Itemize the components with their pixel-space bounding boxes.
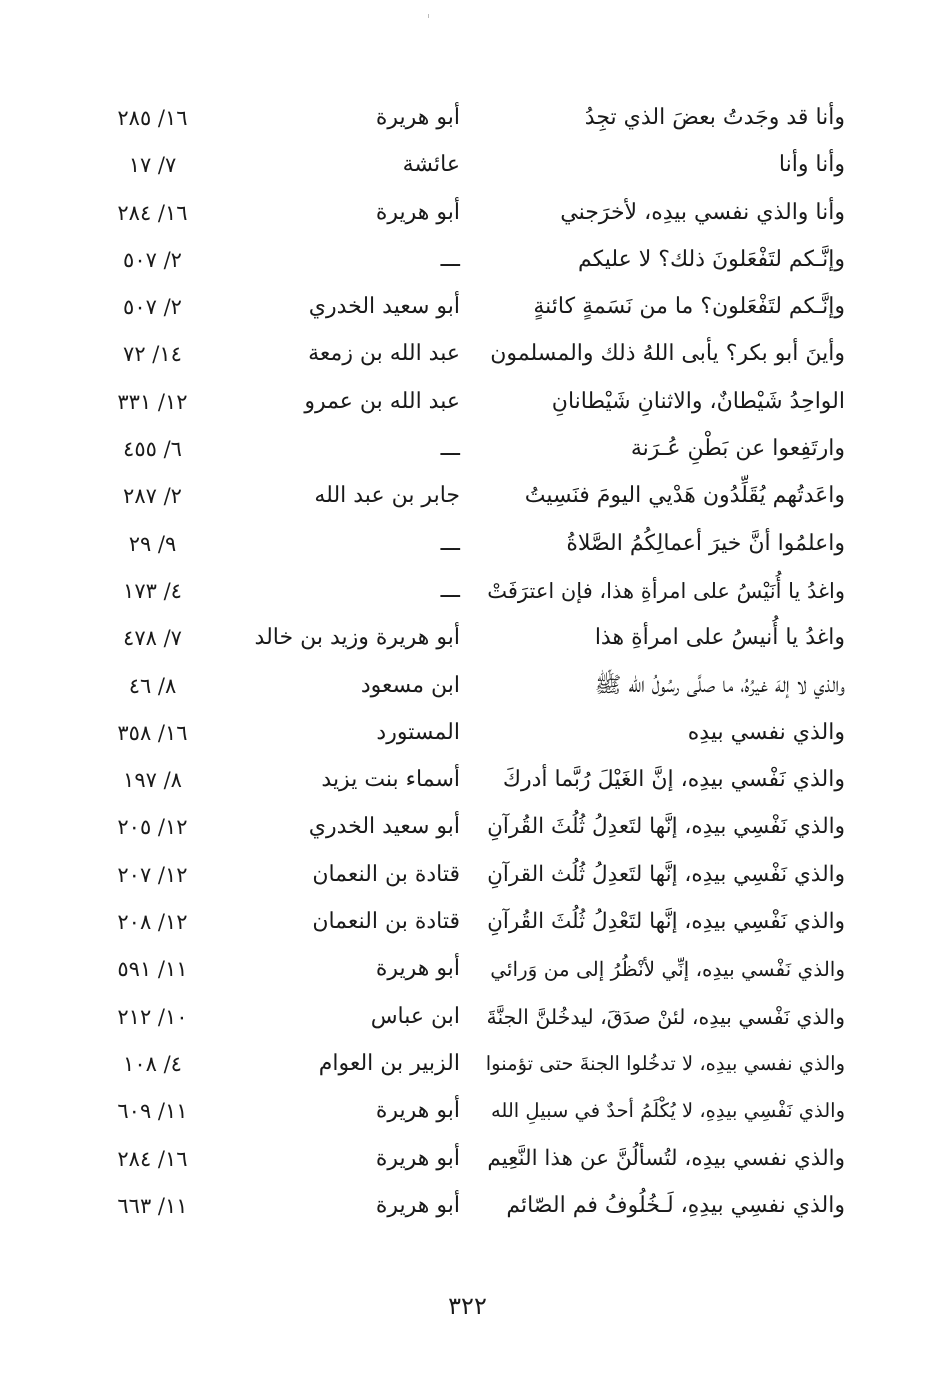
scan-mark — [428, 14, 429, 18]
hadith-text: وأنا قد وجَدتُ بعضَ الذي تجِدُ — [584, 105, 845, 130]
volume-page-reference: ٤/ ١٧٣ — [123, 578, 182, 603]
narrator-name: أبو هريرة وزيد بن خالد — [254, 625, 460, 651]
volume-page-reference: ٧/ ٤٧٨ — [123, 626, 182, 651]
hadith-text: والذي نفسِي بيدِهِ، لَـخُلُوفُ فم الصّائم — [506, 1192, 845, 1218]
narrator-name: عبد الله بن زمعة — [308, 341, 460, 367]
volume-page-reference: ١٠/ ٢١٢ — [117, 1004, 188, 1029]
narrator-name: ابن مسعود — [360, 672, 460, 698]
volume-page-reference: ٩/ ٢٩ — [128, 531, 177, 556]
volume-page-reference: ١٦/ ٣٥٨ — [117, 720, 188, 745]
volume-page-reference: ١٢/ ٢٠٥ — [117, 815, 188, 840]
narrator-name: أبو سعيد الخدري — [308, 294, 460, 320]
volume-page-reference: ١٦/ ٢٨٥ — [117, 106, 188, 130]
narrator-name: الزبير بن العوام — [318, 1050, 460, 1076]
index-row — [100, 1135, 845, 1182]
hadith-text: والذي نَفْسِي بيدِه، إنَّها لتَعْدِلُ ثُلُثَ القُرآنِ — [487, 909, 845, 935]
index-row — [100, 945, 845, 992]
narrator-name: أبو هريرة — [375, 199, 460, 225]
narrator-name: أبو هريرة — [375, 105, 460, 130]
hadith-text: واعلمُوا أنَّ خيرَ أعمالِكُمُ الصَّلاةُ — [566, 530, 845, 556]
volume-page-reference: ١٢/ ٢٠٧ — [117, 862, 188, 887]
volume-page-reference: ١٢/ ٢٠٨ — [117, 910, 188, 935]
index-row — [100, 378, 845, 425]
volume-page-reference: ٢/ ٥٠٧ — [123, 295, 182, 320]
hadith-text: والذي نفسي بيدِه، لا تدخُلوا الجنةَ حتى تؤمنوا — [485, 1051, 845, 1075]
hadith-text: والذي نفسي بيدِه، لتُسألُنَّ عن هذا النَّعِيم — [487, 1145, 845, 1171]
hadith-text: والذي لا إلهَ غيرُهُ، ما صلَّى رسُولُ الله ﷺ — [594, 672, 845, 698]
volume-page-reference: ١١/ ٦٠٩ — [117, 1099, 188, 1124]
index-row — [100, 189, 845, 236]
volume-page-reference: ٢/ ٢٨٧ — [123, 484, 182, 509]
volume-page-reference: ١٢/ ٣٣١ — [117, 389, 188, 414]
hadith-text: واغدُ يا أُنَيْسُ على امرأةِ هذا، فإن اعترَفَتْ — [487, 578, 845, 603]
volume-page-reference: ٧/ ١٧ — [128, 153, 177, 178]
index-row — [100, 94, 845, 141]
index-row — [100, 1182, 845, 1229]
narrator-name: أبو هريرة — [375, 1098, 460, 1124]
index-row — [100, 236, 845, 283]
index-row — [100, 1040, 845, 1087]
narrator-name: أسماء بنت يزيد — [321, 767, 460, 793]
index-row — [100, 330, 845, 377]
narrator-name: قتادة بن النعمان — [312, 861, 460, 887]
hadith-text: واعَدتُهم يُقَلِّدُون هَدْيي اليومَ فنَسِيتُ — [524, 483, 845, 509]
hadith-text: والذي نَفْسِي بيدِه، إنَّها لتَعدِلُ ثُلُثَ القُرآنِ — [487, 814, 845, 840]
index-row — [100, 898, 845, 945]
index-row — [100, 283, 845, 330]
hadith-text: وإنَّـكم لتَفْعَلون؟ ما من نَسَمةٍ كائنةٍ — [533, 294, 845, 320]
volume-page-reference: ٦/ ٤٥٥ — [123, 437, 182, 462]
volume-page-reference: ١١/ ٦٦٣ — [117, 1193, 188, 1218]
volume-page-reference: ١١/ ٥٩١ — [117, 957, 188, 982]
hadith-text: وأنا والذي نفسي بيدِه، لأخرَجني — [560, 199, 845, 225]
hadith-text: والذي نَفْسي بيدِه، لئنْ صدَقَ، ليدخُلنَّ الجنَّةَ — [486, 1004, 845, 1029]
narrator-name: عبد الله بن عمرو — [304, 388, 460, 414]
index-row — [100, 662, 845, 709]
narrator-name: أبو سعيد الخدري — [308, 814, 460, 840]
index-row — [100, 803, 845, 850]
hadith-text: وأنا وأنا — [778, 152, 845, 178]
hadith-text: وارتَفِعوا عن بَطْنِ عُـرَنة — [630, 436, 845, 462]
narrator-name: ابن عباس — [370, 1003, 460, 1029]
hadith-text: والذي نَفْسِي بيدِه، إنَّها لتَعدِلُ ثُلُث القرآنِ — [487, 861, 845, 887]
hadith-text: والذي نَفْسي بيدِه، إنَّ الغَيْلَ رُبَّما أدركَ — [502, 767, 845, 793]
narrator-name: أبو هريرة — [375, 956, 460, 982]
volume-page-reference: ٢/ ٥٠٧ — [123, 247, 182, 272]
hadith-text: والذي نَفْسي بيدِه، إنِّي لأنْظُرُ إلى من وَرائي — [490, 957, 845, 982]
narrator-name: ـــ — [440, 246, 460, 272]
index-row — [100, 520, 845, 567]
volume-page-reference: ١٦/ ٢٨٤ — [117, 1146, 188, 1171]
narrator-name: أبو هريرة — [375, 1145, 460, 1171]
index-row — [100, 472, 845, 519]
narrator-name: أبو هريرة — [375, 1192, 460, 1218]
volume-page-reference: ٤/ ١٠٨ — [123, 1051, 182, 1076]
narrator-name: المستورد — [376, 719, 460, 745]
hadith-text: والذي نفسي بيدِه — [687, 719, 845, 745]
narrator-name: ـــ — [440, 436, 460, 462]
page-number: ٣٢٢ — [448, 1292, 487, 1320]
index-row — [100, 756, 845, 803]
index-row — [100, 425, 845, 472]
index-row — [100, 709, 845, 756]
narrator-name: ـــ — [440, 577, 460, 603]
narrator-name: قتادة بن النعمان — [312, 909, 460, 935]
volume-page-reference: ٨/ ١٩٧ — [123, 768, 182, 793]
hadith-text: وإنَّـكم لتَفْعَلونَ ذلك؟ لا عليكم — [577, 246, 845, 272]
narrator-name: عائشة — [402, 152, 460, 178]
hadith-index-table — [100, 94, 845, 1229]
narrator-name: ـــ — [440, 530, 460, 556]
index-row — [100, 851, 845, 898]
hadith-text: واغدُ يا أُنيسُ على امرأةِ هذا — [594, 625, 845, 651]
index-row — [100, 993, 845, 1040]
narrator-name: جابر بن عبد الله — [314, 483, 460, 509]
volume-page-reference: ١٤/ ٧٢ — [123, 342, 182, 367]
index-row — [100, 1087, 845, 1134]
index-row — [100, 141, 845, 188]
hadith-text: الواحِدُ شَيْطانٌ، والاثنانِ شَيْطانانِ — [551, 388, 845, 414]
volume-page-reference: ١٦/ ٢٨٤ — [117, 200, 188, 225]
index-row — [100, 614, 845, 661]
index-row — [100, 567, 845, 614]
hadith-text: والذي نَفْسِي بيدِهِ، لا يُكْلَمُ أحدٌ في سبيلِ الله — [490, 1099, 845, 1123]
volume-page-reference: ٨/ ٤٦ — [128, 673, 177, 698]
hadith-text: وأينَ أبو بكر؟ يأبى اللهُ ذلك والمسلمون — [490, 341, 845, 367]
